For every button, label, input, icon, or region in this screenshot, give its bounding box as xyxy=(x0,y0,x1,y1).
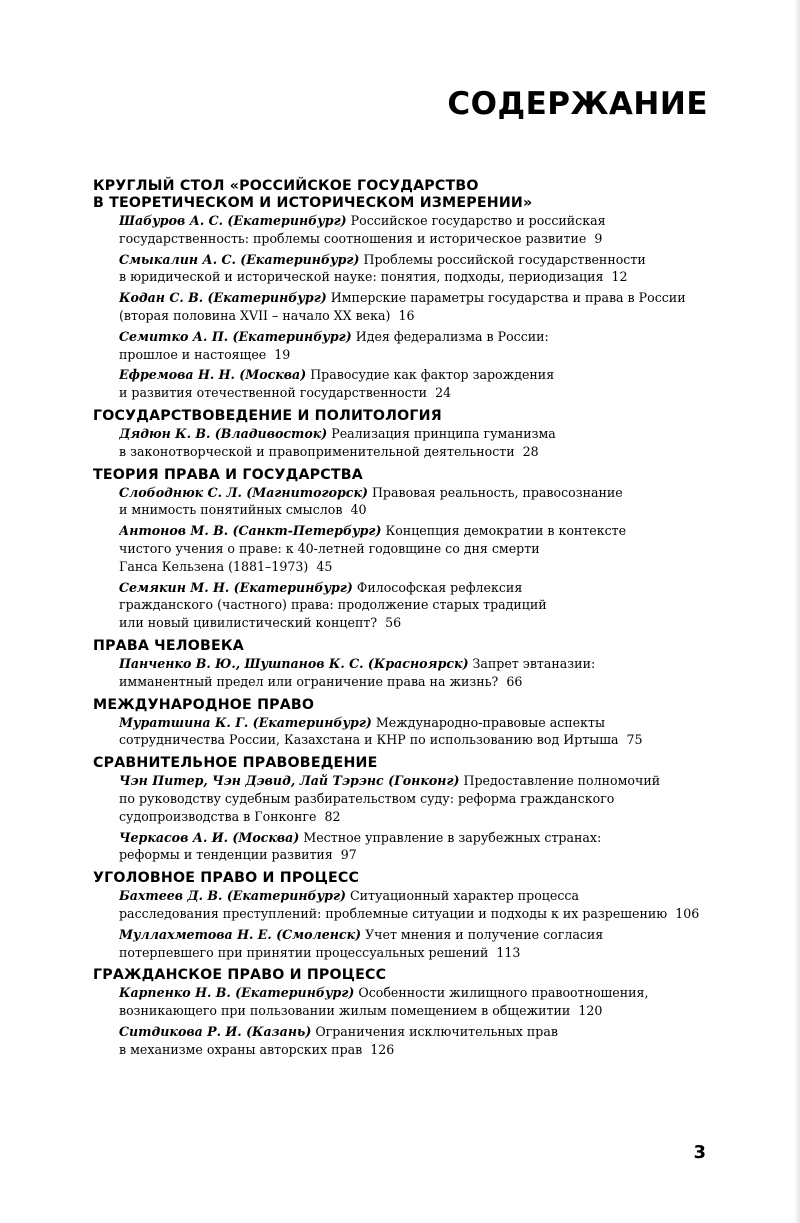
entry-title-line: возникающего при пользовании жилым помещением в общежитии xyxy=(119,1003,571,1019)
entry-title-line: или новый цивилистический концепт? xyxy=(119,615,378,631)
entry-author: Кодан С. В. (Екатеринбург) xyxy=(119,290,327,306)
section-title: В ТЕОРЕТИЧЕСКОМ И ИСТОРИЧЕСКОМ ИЗМЕРЕНИИ» xyxy=(93,195,533,211)
entry-title-line: реформы и тенденции развития xyxy=(119,847,333,863)
entry-page-number: 126 xyxy=(370,1041,395,1057)
entry-title-line: Местное управление в зарубежных странах: xyxy=(303,829,602,845)
toc-section xyxy=(93,870,707,961)
entry-author: Ефремова Н. Н. (Москва) xyxy=(119,367,307,383)
entry-author: Муратшина К. Г. (Екатеринбург) xyxy=(119,714,372,730)
entry-page-number: 28 xyxy=(522,443,539,459)
entry-author: Панченко В. Ю., Шушпанов К. С. (Красноярск) xyxy=(119,655,469,671)
entry-author: Карпенко Н. В. (Екатеринбург) xyxy=(119,985,355,1001)
toc-entry[interactable] xyxy=(93,772,707,825)
entry-author: Семитко А. П. (Екатеринбург) xyxy=(119,328,352,344)
entry-page-number: 19 xyxy=(274,346,291,362)
table-of-contents xyxy=(93,178,707,1064)
section-title: ГРАЖДАНСКОЕ ПРАВО И ПРОЦЕСС xyxy=(93,967,387,984)
page-title: СОДЕРЖАНИЕ xyxy=(447,86,708,122)
entry-page-number: 40 xyxy=(350,502,367,518)
entry-title-line: Имперские параметры государства и права в России xyxy=(330,290,686,306)
toc-entry[interactable] xyxy=(93,926,707,962)
entry-title-line: Идея федерализма в России: xyxy=(355,328,549,344)
toc-section xyxy=(93,967,707,1058)
entry-page-number: 24 xyxy=(435,385,452,401)
entry-title-line: Особенности жилищного правоотношения, xyxy=(358,985,649,1001)
entry-title-line: Ограничения исключительных прав xyxy=(315,1023,558,1039)
toc-section xyxy=(93,178,707,402)
toc-entry[interactable] xyxy=(93,212,707,248)
entry-title-line: гражданского (частного) права: продолжение старых традиций xyxy=(119,597,547,613)
entry-page-number: 97 xyxy=(340,847,357,863)
entry-author: Слободнюк С. Л. (Магнитогорск) xyxy=(119,484,368,500)
toc-entry[interactable] xyxy=(93,522,707,575)
section-title: СРАВНИТЕЛЬНОЕ ПРАВОВЕДЕНИЕ xyxy=(93,755,378,772)
entry-title-line: Правосудие как фактор зарождения xyxy=(310,367,555,383)
entry-title-line: потерпевшего при принятии процессуальных решений xyxy=(119,944,489,960)
entry-page-number: 45 xyxy=(316,558,333,574)
section-title: МЕЖДУНАРОДНОЕ ПРАВО xyxy=(93,696,315,713)
entry-author: Антонов М. В. (Санкт-Петербург) xyxy=(119,523,382,539)
entry-title-line: по руководству судебным разбирательством суду: реформа гражданского xyxy=(119,790,615,806)
entry-author: Семякин М. Н. (Екатеринбург) xyxy=(119,579,353,595)
entry-title-line: чистого учения о праве: к 40-летней годовщине со дня смерти xyxy=(119,540,540,556)
entry-title-line: Ситуационный характер процесса xyxy=(350,888,579,904)
toc-entry[interactable] xyxy=(93,425,707,461)
entry-page-number: 106 xyxy=(675,905,700,921)
entry-author: Чэн Питер, Чэн Дэвид, Лай Тэрэнс (Гонконг) xyxy=(119,773,460,789)
entry-page-number: 113 xyxy=(496,944,521,960)
entry-title-line: и мнимость понятийных смыслов xyxy=(119,502,343,518)
toc-entry[interactable] xyxy=(93,714,707,750)
entry-page-number: 12 xyxy=(611,269,628,285)
toc-entry[interactable] xyxy=(93,1023,707,1059)
section-title: ТЕОРИЯ ПРАВА И ГОСУДАРСТВА xyxy=(93,466,363,483)
entry-author: Дядюн К. В. (Владивосток) xyxy=(119,425,328,441)
entry-title-line: (вторая половина XVII – начало XX века) xyxy=(119,307,391,323)
entry-page-number: 120 xyxy=(578,1003,603,1019)
entry-page-number: 82 xyxy=(324,808,341,824)
entry-author: Бахтеев Д. В. (Екатеринбург) xyxy=(119,888,347,904)
entry-title-line: Правовая реальность, правосознание xyxy=(371,484,623,500)
entry-title-line: Учет мнения и получение согласия xyxy=(365,926,604,942)
entry-title-line: Ганса Кельзена (1881–1973) xyxy=(119,558,309,574)
entry-title-line: имманентный предел или ограничение права на жизнь? xyxy=(119,673,499,689)
toc-entry[interactable] xyxy=(93,289,707,325)
toc-entry[interactable] xyxy=(93,829,707,865)
toc-section xyxy=(93,755,707,864)
toc-section xyxy=(93,638,707,691)
entry-title-line: прошлое и настоящее xyxy=(119,346,267,362)
entry-title-line: Философская рефлексия xyxy=(356,579,523,595)
entry-title-line: Российское государство и российская xyxy=(350,213,606,228)
entry-author: Черкасов А. И. (Москва) xyxy=(119,829,300,845)
entry-title-line: судопроизводства в Гонконге xyxy=(119,808,317,824)
scan-edge-shadow xyxy=(794,0,800,1223)
entry-page-number: 56 xyxy=(385,615,402,631)
section-title: КРУГЛЫЙ СТОЛ «РОССИЙСКОЕ ГОСУДАРСТВО xyxy=(93,178,479,194)
toc-section xyxy=(93,408,707,461)
toc-entry[interactable] xyxy=(93,366,707,402)
toc-section xyxy=(93,467,707,632)
section-title: ГОСУДАРСТВОВЕДЕНИЕ И ПОЛИТОЛОГИЯ xyxy=(93,407,442,424)
entry-title-line: Проблемы российской государственности xyxy=(363,251,646,267)
toc-entry[interactable] xyxy=(93,484,707,520)
entry-page-number: 75 xyxy=(626,732,643,748)
entry-title-line: государственность: проблемы соотношения и историческое развитие xyxy=(119,230,587,246)
entry-page-number: 9 xyxy=(594,230,603,246)
toc-entry[interactable] xyxy=(93,251,707,287)
toc-entry[interactable] xyxy=(93,887,707,923)
entry-author: Ситдикова Р. И. (Казань) xyxy=(119,1023,312,1039)
toc-entry[interactable] xyxy=(93,579,707,632)
entry-title-line: и развития отечественной государственности xyxy=(119,385,428,401)
entry-title-line: сотрудничества России, Казахстана и КНР по использованию вод Иртыша xyxy=(119,732,619,748)
entry-title-line: в юридической и исторической науке: понятия, подходы, периодизация xyxy=(119,269,604,285)
entry-title-line: в механизме охраны авторских прав xyxy=(119,1041,363,1057)
toc-section xyxy=(93,697,707,750)
entry-author: Шабуров А. С. (Екатеринбург) xyxy=(119,213,347,228)
entry-title-line: расследования преступлений: проблемные ситуации и подходы к их разрешению xyxy=(119,905,668,921)
entry-author: Муллахметова Н. Е. (Смоленск) xyxy=(119,926,362,942)
entry-title-line: Международно-правовые аспекты xyxy=(375,714,605,730)
entry-title-line: Реализация принципа гуманизма xyxy=(331,425,556,441)
section-title: УГОЛОВНОЕ ПРАВО И ПРОЦЕСС xyxy=(93,870,360,887)
entry-author: Смыкалин А. С. (Екатеринбург) xyxy=(119,251,360,267)
entry-page-number: 66 xyxy=(506,673,523,689)
entry-title-line: в законотворческой и правоприменительной деятельности xyxy=(119,443,515,459)
entry-title-line: Концепция демократии в контексте xyxy=(385,523,627,539)
toc-entry[interactable] xyxy=(93,984,707,1020)
entry-title-line: Предоставление полномочий xyxy=(463,773,661,789)
page-number: 3 xyxy=(693,1142,706,1163)
toc-entry[interactable] xyxy=(93,655,707,691)
toc-entry[interactable] xyxy=(93,328,707,364)
entry-title-line: Запрет эвтаназии: xyxy=(472,655,596,671)
section-title: ПРАВА ЧЕЛОВЕКА xyxy=(93,637,244,654)
entry-page-number: 16 xyxy=(398,307,415,323)
